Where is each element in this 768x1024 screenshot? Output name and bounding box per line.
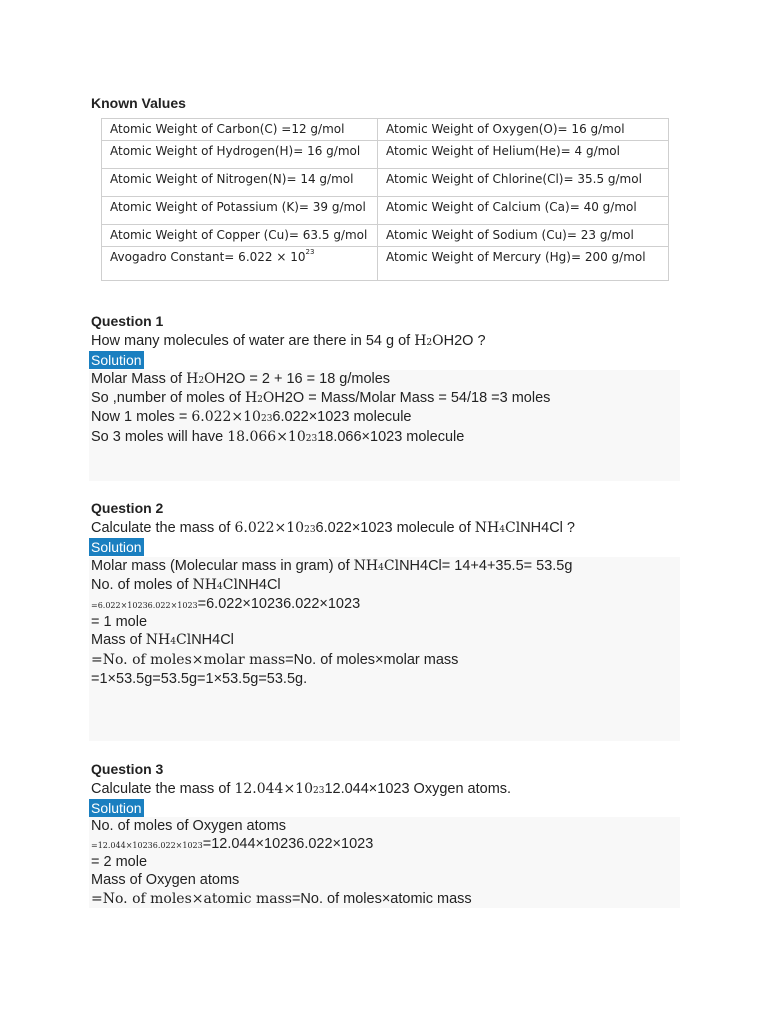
question-2-text: Calculate the mass of 6.022×10236.022×1023 molecule of NH4ClNH4Cl ?: [91, 520, 575, 536]
known-values-cell: Atomic Weight of Helium(He)= 4 g/mol: [378, 141, 669, 169]
known-values-row: [102, 197, 669, 225]
solution-badge: Solution: [91, 800, 142, 816]
solution-3-line: =No. of moles×atomic mass=No. of moles×atomic mass: [91, 891, 472, 907]
known-values-row: [102, 225, 669, 247]
known-values-cell: Atomic Weight of Calcium (Ca)= 40 g/mol: [378, 197, 669, 225]
solution-badge: Solution: [91, 539, 142, 555]
known-values-cell: Atomic Weight of Potassium (K)= 39 g/mol: [102, 197, 378, 225]
known-values-cell: Atomic Weight of Copper (Cu)= 63.5 g/mol: [102, 225, 378, 247]
solution-1-line: So ,number of moles of H2OH2O = Mass/Molar Mass = 54/18 =3 moles: [91, 390, 551, 406]
known-values-cell: Atomic Weight of Chlorine(Cl)= 35.5 g/mol: [378, 169, 669, 197]
known-values-cell: Atomic Weight of Carbon(C) =12 g/mol: [102, 119, 378, 141]
known-values-cell: Atomic Weight of Mercury (Hg)= 200 g/mol: [378, 247, 669, 281]
known-values-cell: Atomic Weight of Nitrogen(N)= 14 g/mol: [102, 169, 378, 197]
solution-1-line: So 3 moles will have 18.066×102318.066×1023 molecule: [91, 429, 465, 445]
solution-1-line: Molar Mass of H2OH2O = 2 + 16 = 18 g/moles: [91, 371, 391, 387]
known-values-row: [102, 141, 669, 169]
solution-3-line: Mass of Oxygen atoms: [91, 872, 240, 888]
known-values-title: Known Values: [91, 95, 186, 111]
solution-2-line: No. of moles of NH4ClNH4Cl: [91, 577, 281, 593]
solution-3-panel: [89, 817, 680, 908]
solution-2-line: =6.022×10236.022×1023=6.022×10236.022×1023: [91, 596, 361, 612]
solution-3-line: =12.044×10236.022×1023=12.044×10236.022×1023: [91, 836, 374, 852]
solution-3-line: No. of moles of Oxygen atoms: [91, 818, 287, 834]
solution-2-panel: [89, 557, 680, 741]
known-values-row: [102, 247, 669, 281]
solution-3-line: = 2 mole: [91, 854, 148, 870]
known-values-table: [101, 118, 669, 281]
known-values-cell: Avogadro Constant= $6.022 \times 10^{23}$: [102, 247, 378, 281]
solution-1-line: Now 1 moles = 6.022×10236.022×1023 molecule: [91, 409, 412, 425]
avogadro-exponent: 23: [305, 248, 315, 256]
question-1-text: How many molecules of water are there in 54 g of H2OH2O ?: [91, 333, 486, 349]
solution-1-panel: [89, 370, 680, 481]
solution-2-line: =1×53.5g=53.5g=1×53.5g=53.5g.: [91, 671, 308, 687]
solution-2-line: Mass of NH4ClNH4Cl: [91, 632, 234, 648]
known-values-cell: Atomic Weight of Sodium (Cu)= 23 g/mol: [378, 225, 669, 247]
question-3-title: Question 3: [91, 761, 164, 777]
solution-2-line: =No. of moles×molar mass=No. of moles×molar mass: [91, 652, 459, 668]
known-values-row: [102, 169, 669, 197]
solution-2-line: Molar mass (Molecular mass in gram) of NH4ClNH4Cl= 14+4+35.5= 53.5g: [91, 558, 573, 574]
question-2-title: Question 2: [91, 500, 164, 516]
known-values-row: [102, 119, 669, 141]
known-values-cell: Atomic Weight of Oxygen(O)= 16 g/mol: [378, 119, 669, 141]
known-values-cell: Atomic Weight of Hydrogen(H)= 16 g/mol: [102, 141, 378, 169]
solution-2-line: = 1 mole: [91, 614, 148, 630]
question-3-text: Calculate the mass of 12.044×102312.044×1023 Oxygen atoms.: [91, 781, 512, 797]
question-1-title: Question 1: [91, 313, 164, 329]
solution-badge: Solution: [91, 352, 142, 368]
